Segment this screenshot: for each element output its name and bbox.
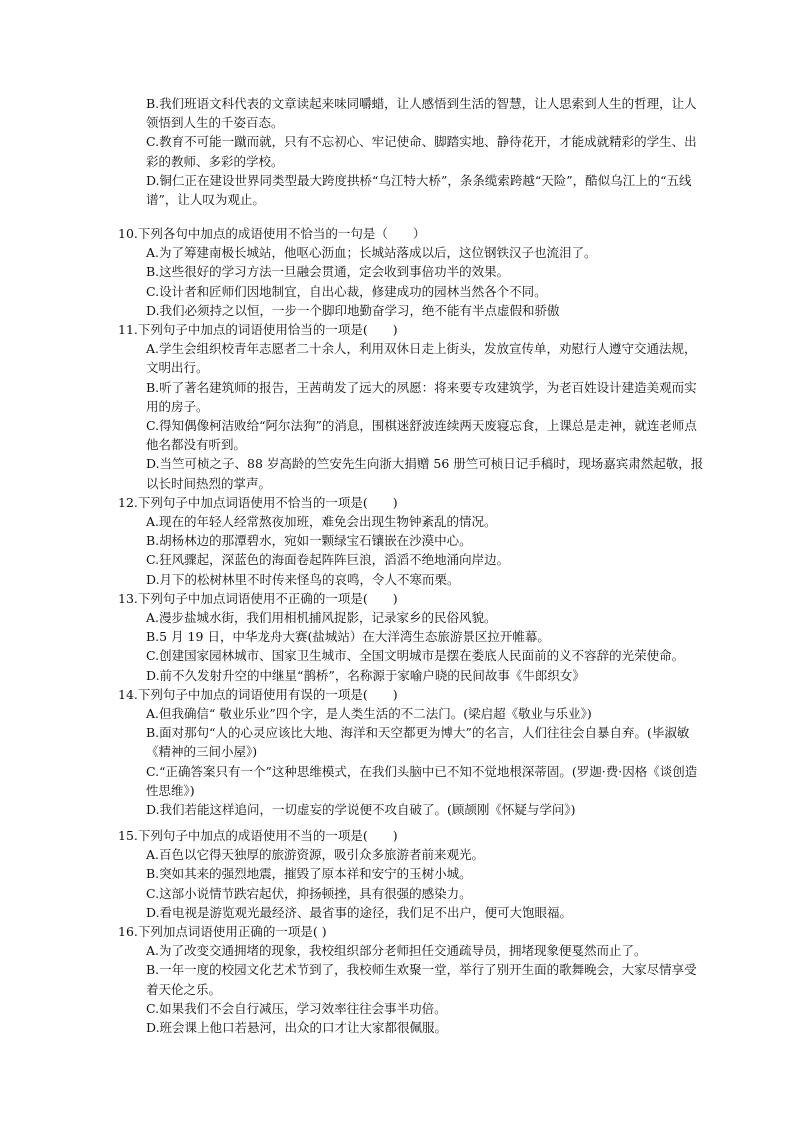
question-10	[118, 224, 708, 819]
option-a: A.为了筹建南极长城站，他呕心沥血；长城站落成以后，这位钢铁汉子也流泪了。	[146, 245, 597, 261]
option-d: D.我们若能这样追问，一切虚妄的学说便不攻自破了。(顾颉刚《怀疑与学问》)	[146, 802, 576, 818]
option-b: B.胡杨林边的那潭碧水，宛如一颗绿宝石镶嵌在沙漠中心。	[146, 533, 472, 549]
option-9-b: B.我们班语文科代表的文章读起来味同嚼蜡，让人感悟到生活的智慧，让人思索到人生的哲理，让人领悟到人生的千姿百态。	[146, 96, 697, 131]
option-a: A.为了改变交通拥堵的现象，我校组织部分老师担任交通疏导员，拥堵现象便戛然而止了。	[146, 943, 647, 959]
option-b: B.这些很好的学习方法一旦融会贯通，定会收到事倍功半的效果。	[146, 264, 510, 280]
question-stem: 10.下列各句中加点的成语使用不恰当的一句是（ ）	[118, 226, 426, 241]
option-d: D.前不久发射升空的中继星“鹊桥”，名称源于家喻户晓的民间故事《牛郎织女》	[146, 667, 585, 683]
question-stem: 15.下列句子中加点的成语使用不当的一项是( )	[118, 828, 398, 843]
option-d: D.看电视是游览观光最经济、最省事的途径，我们足不出户，便可大饱眼福。	[146, 904, 573, 920]
question-stem: 13.下列句子中加点词语使用不正确的一项是( )	[118, 590, 398, 606]
option-b: B.面对那句“人的心灵应该比大地、海洋和天空都更为博大”的名言，人们往往会自暴自弃。(毕淑敏《精神的三间小屋》)	[146, 725, 690, 760]
option-d: D.班会课上他口若悬河，出众的口才让大家都很佩服。	[146, 1020, 448, 1036]
option-a: A.百色以它得天独厚的旅游资源，吸引众多旅游者前来观光。	[146, 847, 485, 863]
question-stem: 12.下列句子中加点词语使用不恰当的一项是( )	[118, 494, 398, 510]
option-d: D.当竺可桢之子、88 岁高龄的竺安先生向浙大捐赠 56 册竺可桢日记手稿时，现场嘉宾肃然起敬，报以长时间热烈的掌声。	[146, 456, 704, 491]
question-9-continued	[118, 94, 708, 209]
option-c: C.如果我们不会自行减压，学习效率往往会事半功倍。	[146, 1000, 447, 1016]
option-a: A.漫步盐城水街，我们用相机捕风捉影，记录家乡的民俗风貌。	[146, 610, 497, 626]
option-c: C.得知偶像柯洁败给“阿尔法狗”的消息，围棋迷舒波连续两天废寝忘食，上课总是走神，就连老师点他名都没有听到。	[146, 418, 697, 453]
option-d: D.月下的松树林里不时传来怪鸟的哀鸣，令人不寒而栗。	[146, 571, 460, 587]
option-a: A.现在的年轻人经常熬夜加班，难免会出现生物钟紊乱的情况。	[146, 514, 497, 530]
question-15-16	[118, 826, 708, 1037]
option-c: C.设计者和匠师们因地制宜，自出心裁，修建成功的园林当然各个不同。	[146, 283, 547, 299]
option-b: B.一年一度的校园文化艺术节到了，我校师生欢聚一堂，举行了别开生面的歌舞晚会，大家尽情享受着天伦之乐。	[146, 962, 697, 997]
option-c: C.狂风骤起，深蓝色的海面卷起阵阵巨浪，滔滔不绝地涌向岸边。	[146, 552, 510, 568]
option-c: C.创建国家园林城市、国家卫生城市、全国文明城市是摆在娄底人民面前的义不容辞的光荣使命。	[146, 648, 685, 664]
option-c: C.“正确答案只有一个”这种思维模式，在我们头脑中已不知不觉地根深蒂固。(罗迦·费·因格《谈创造性思维》)	[146, 763, 698, 798]
option-b: B.突如其来的强烈地震，摧毁了原本祥和安宁的玉树小城。	[146, 866, 472, 882]
question-stem: 11.下列句子中加点的词语使用恰当的一项是( )	[118, 322, 398, 338]
option-b: B.5 月 19 日，中华龙舟大赛(盐城站）在大洋湾生态旅游景区拉开帷幕。	[146, 629, 550, 645]
question-stem: 16.下列加点词语使用正确的一项是( )	[118, 924, 327, 940]
option-a: A.学生会组织校青年志愿者二十余人，利用双休日走上街头，发放宣传单，劝慰行人遵守交通法规，文明出行。	[146, 341, 697, 376]
option-a: A.但我确信“ 敬业乐业”四个字，是人类生活的不二法门。(梁启超《敬业与乐业》)	[146, 706, 592, 722]
option-d: D.我们必须持之以恒，一步一个脚印地勤奋学习，绝不能有半点虚假和骄傲	[146, 302, 560, 318]
question-stem: 14.下列句子中加点的词语使用有误的一项是( )	[118, 686, 398, 702]
option-9-d: D.铜仁正在建设世界同类型最大跨度拱桥“乌江特大桥”，条条缆索跨越“天险”，酷似乌江上的“五线谱”，让人叹为观止。	[146, 172, 692, 208]
option-b: B.听了著名建筑师的报告，王茜萌发了远大的夙愿：将来要专攻建筑学，为老百姓设计建造美观而实用的房子。	[146, 379, 697, 414]
option-9-c: C.教育不可能一蹴而就，只有不忘初心、牢记使命、脚踏实地、静待花开，才能成就精彩的学生、出彩的教师、多彩的学校。	[146, 134, 697, 169]
option-c: C.这部小说情节跌宕起伏，抑扬顿挫，具有很强的感染力。	[146, 885, 472, 901]
